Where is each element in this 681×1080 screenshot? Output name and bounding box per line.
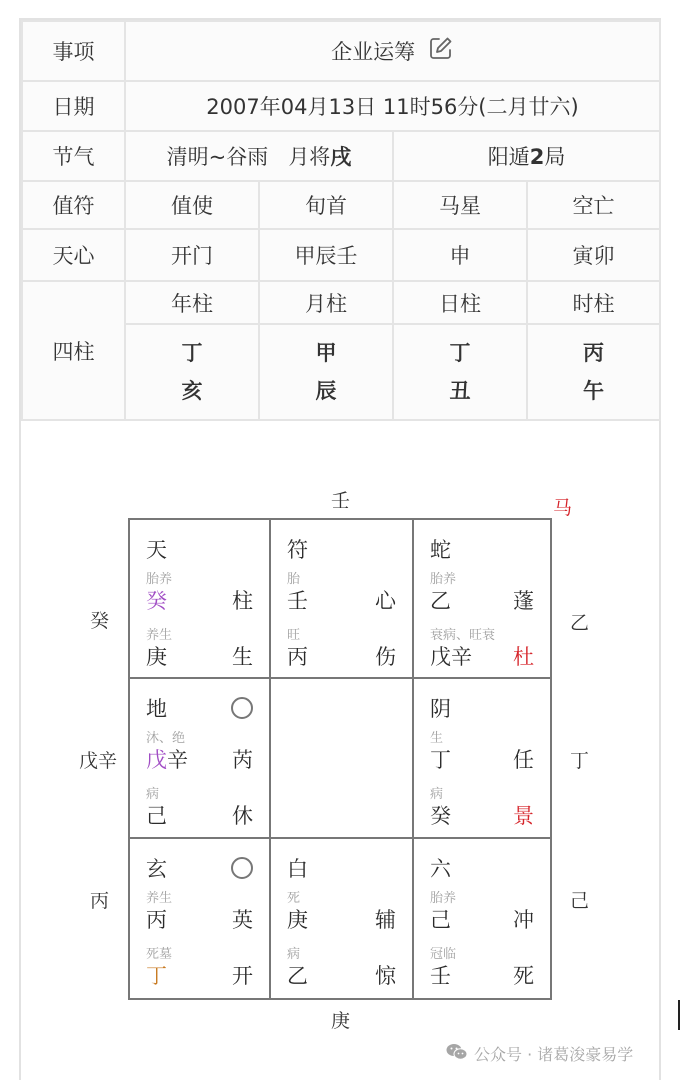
earth-stem: 癸 — [430, 804, 451, 828]
heaven-stem — [146, 744, 188, 774]
heaven-stem: 己 — [430, 908, 451, 932]
eight-door: 伤 — [375, 645, 396, 669]
header-maxing: 马星 — [393, 181, 527, 229]
matter-label: 事项 — [22, 21, 125, 81]
ju-prefix: 阳遁 — [487, 145, 530, 169]
earth-stem: 丁 — [146, 964, 167, 988]
heaven-state: 死 — [287, 891, 301, 906]
nine-star: 辅 — [375, 908, 396, 932]
solar-term-value: 清明~谷雨 — [166, 145, 269, 169]
attributes-value-row — [22, 229, 660, 281]
heaven-stem: 丙 — [146, 908, 167, 932]
earth-state: 病 — [146, 787, 160, 802]
pillar-year-stem: 丁 — [181, 341, 203, 365]
eight-door: 杜 — [513, 645, 534, 669]
outer-bottom-stem: 庚 — [331, 1010, 351, 1032]
value-kongwang: 寅卯 — [527, 229, 660, 281]
heaven-state: 生 — [430, 731, 444, 746]
matter-value: 企业运筹 — [331, 39, 416, 64]
pillar-month-branch: 辰 — [315, 379, 337, 403]
heaven-stem: 丁 — [430, 748, 451, 772]
matter-row — [22, 21, 660, 81]
deity: 六 — [430, 857, 451, 881]
heaven-state: 胎养 — [430, 572, 457, 587]
outer-left-stem-3: 丙 — [90, 890, 110, 912]
eight-door: 开 — [232, 964, 253, 988]
earth-stem: 庚 — [146, 645, 167, 669]
pillar-month-stem: 甲 — [315, 341, 337, 365]
solar-term-cell — [125, 131, 393, 181]
solar-term-label: 节气 — [22, 131, 125, 181]
deity: 天 — [146, 538, 167, 562]
heaven-state: 胎养 — [430, 891, 457, 906]
eight-door: 景 — [513, 804, 534, 828]
nine-star: 柱 — [232, 589, 253, 613]
edit-icon[interactable] — [428, 35, 454, 66]
pillar-day-stem: 丁 — [449, 341, 471, 365]
watermark — [446, 1042, 633, 1065]
month-general-prefix: 月将 — [288, 145, 331, 169]
solar-term-row — [22, 131, 660, 181]
palace-qian[interactable] — [414, 839, 550, 998]
nine-star: 英 — [232, 908, 253, 932]
eight-door: 休 — [232, 804, 253, 828]
date-label: 日期 — [22, 81, 125, 131]
date-value: 2007年04月13日 11时56分(二月廿六) — [125, 81, 660, 131]
pillar-hour-stem: 丙 — [583, 341, 604, 365]
pillar-header-hour: 时柱 — [527, 281, 660, 324]
pillar-year — [125, 324, 259, 420]
earth-stem: 丙 — [287, 645, 308, 669]
attributes-header-row — [22, 181, 660, 229]
value-zhishi: 开门 — [125, 229, 259, 281]
heaven-state: 胎 — [287, 572, 301, 587]
deity: 阴 — [430, 697, 451, 721]
value-xunshou: 甲辰壬 — [259, 229, 393, 281]
palace-center — [271, 679, 414, 839]
nine-star: 任 — [513, 748, 534, 772]
heaven-stem: 乙 — [430, 589, 451, 613]
outer-right-stem-1: 乙 — [570, 612, 590, 634]
outer-right-stem-2: 丁 — [570, 750, 590, 772]
nine-star: 冲 — [513, 908, 534, 932]
palace-dui[interactable] — [414, 679, 550, 839]
header-kongwang: 空亡 — [527, 181, 660, 229]
pillars-header-row — [22, 281, 660, 324]
earth-state: 旺 — [287, 628, 301, 643]
deity: 符 — [287, 538, 308, 562]
heaven-stem: 庚 — [287, 908, 308, 932]
date-row — [22, 81, 660, 131]
pillar-header-day: 日柱 — [393, 281, 527, 324]
pillar-header-year: 年柱 — [125, 281, 259, 324]
nine-palace-grid — [128, 518, 552, 1000]
header-zhishi: 值使 — [125, 181, 259, 229]
heaven-state: 沐、绝 — [146, 731, 186, 746]
heaven-stem: 癸 — [146, 589, 167, 613]
nine-star: 蓬 — [513, 589, 534, 613]
heaven-state: 胎养 — [146, 572, 173, 587]
pillar-year-branch: 亥 — [181, 379, 203, 403]
nine-star: 心 — [375, 589, 396, 613]
palace-kan[interactable] — [271, 839, 414, 998]
deity: 蛇 — [430, 538, 451, 562]
heaven-stem: 壬 — [287, 589, 308, 613]
deity: 地 — [146, 697, 167, 721]
earth-stem: 己 — [146, 804, 167, 828]
earth-state: 养生 — [146, 628, 173, 643]
header-zhifu: 值符 — [22, 181, 125, 229]
pillar-day — [393, 324, 527, 420]
eight-door: 生 — [232, 645, 253, 669]
empty-circle-icon — [231, 857, 253, 879]
deity: 白 — [287, 857, 308, 881]
pillar-header-month: 月柱 — [259, 281, 393, 324]
deity: 玄 — [146, 857, 167, 881]
eight-door: 惊 — [375, 964, 396, 988]
palace-xun[interactable] — [130, 520, 271, 679]
earth-stem: 戊辛 — [430, 645, 472, 669]
pillar-hour — [527, 324, 660, 420]
palace-kun[interactable] — [414, 520, 550, 679]
pillar-day-branch: 丑 — [449, 379, 471, 403]
matter-value-cell — [125, 21, 660, 81]
pillar-hour-branch: 午 — [583, 379, 604, 403]
heaven-stem-primary: 戊 — [146, 748, 167, 772]
ju-suffix: 局 — [544, 145, 566, 169]
wechat-icon — [446, 1043, 468, 1065]
ju-cell — [393, 131, 660, 181]
earth-state: 病 — [287, 947, 301, 962]
earth-state: 病 — [430, 787, 444, 802]
eight-door: 死 — [513, 964, 534, 988]
nine-star: 芮 — [232, 748, 253, 772]
earth-state: 冠临 — [430, 947, 457, 962]
earth-stem: 乙 — [287, 964, 308, 988]
watermark-text: 公众号 · 诸葛浚豪易学 — [474, 1045, 634, 1064]
edge-divider — [678, 1000, 680, 1030]
palace-li[interactable] — [271, 520, 414, 679]
horse-star-marker: 马 — [553, 497, 573, 519]
pillars-label: 四柱 — [22, 281, 125, 420]
palace-gen[interactable] — [130, 839, 271, 998]
palace-zhen[interactable] — [130, 679, 271, 839]
earth-stem: 壬 — [430, 964, 451, 988]
earth-state: 衰病、旺衰 — [430, 628, 496, 643]
empty-circle-icon — [231, 697, 253, 719]
outer-left-stem-2: 戊辛 — [79, 750, 118, 772]
value-maxing: 申 — [393, 229, 527, 281]
month-general-value: 戌 — [330, 145, 352, 169]
pillar-month — [259, 324, 393, 420]
heaven-state: 养生 — [146, 891, 173, 906]
ju-number: 2 — [529, 145, 545, 169]
header-xunshou: 旬首 — [259, 181, 393, 229]
outer-left-stem-1: 癸 — [90, 610, 110, 632]
outer-top-stem: 壬 — [331, 490, 351, 512]
earth-state: 死墓 — [146, 947, 173, 962]
heaven-stem-secondary: 辛 — [167, 748, 188, 772]
value-zhifu: 天心 — [22, 229, 125, 281]
outer-right-stem-3: 己 — [570, 890, 590, 912]
info-table — [21, 20, 661, 421]
